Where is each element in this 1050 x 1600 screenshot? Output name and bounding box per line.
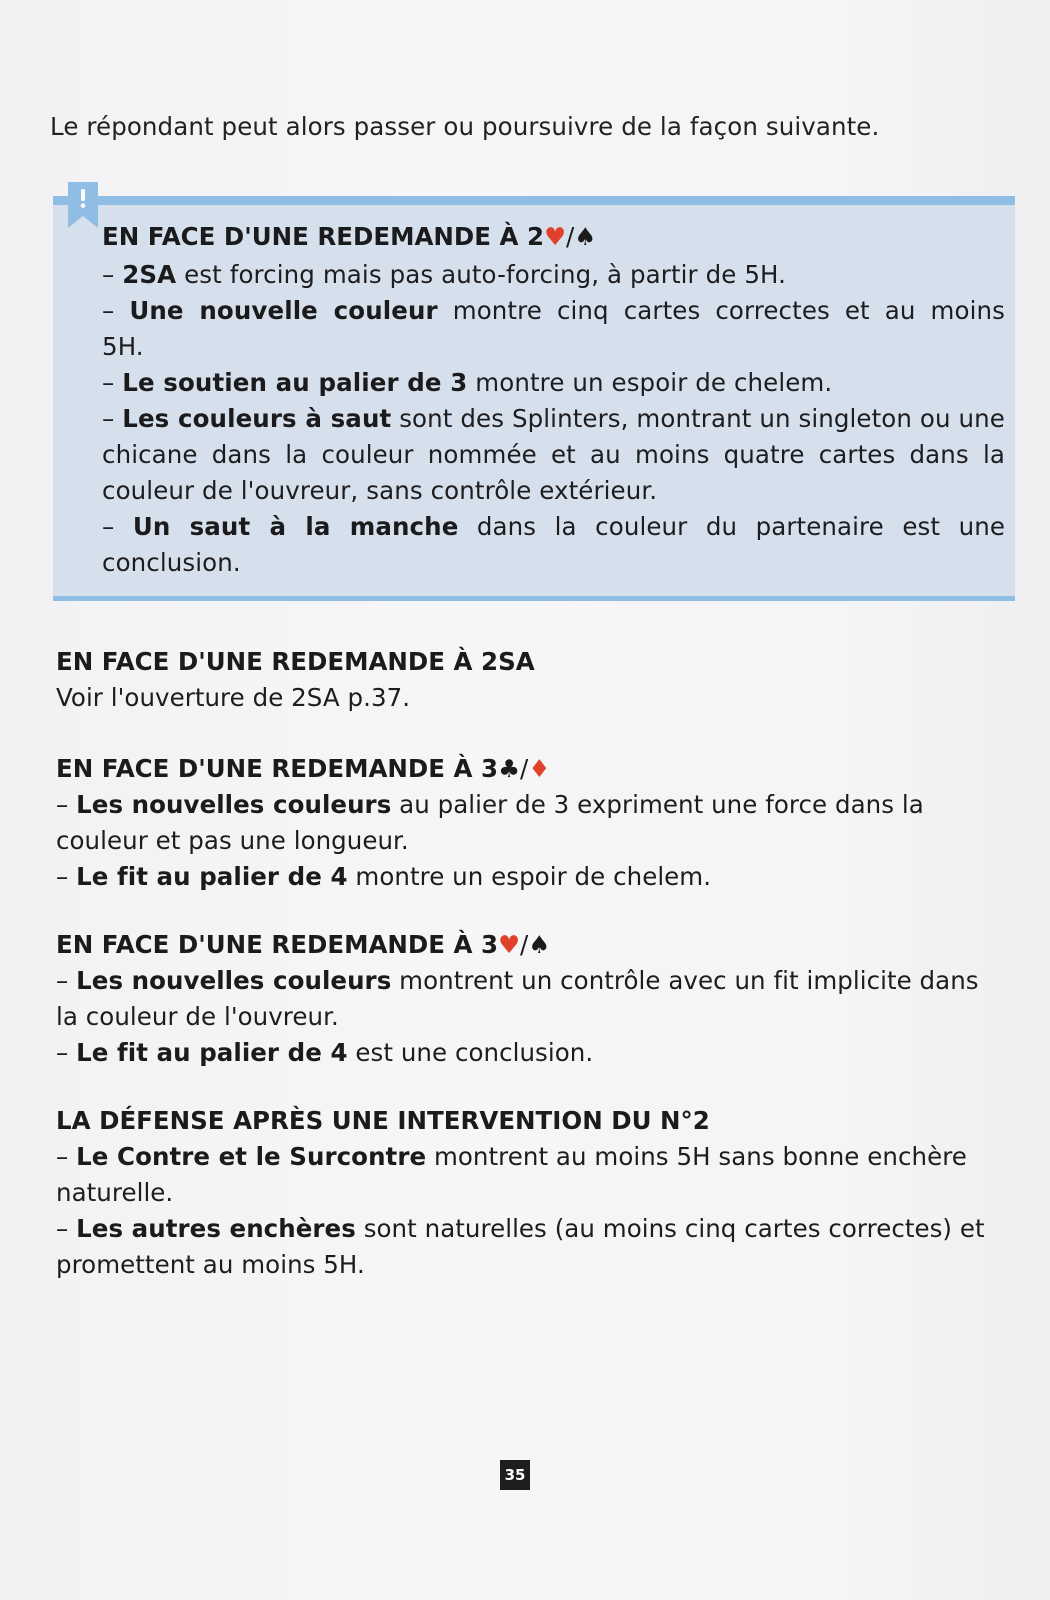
dash: – [102, 512, 133, 541]
dash: – [56, 1214, 77, 1243]
suit-separator: / [566, 222, 575, 251]
section-title-text: EN FACE D'UNE REDEMANDE À 3 [56, 754, 499, 783]
section-item-text: montrent un contrôle avec un fit implicite dans la couleur de l'ouvreur. [56, 966, 979, 1031]
section-title [56, 750, 1004, 787]
suit-separator: / [520, 930, 529, 959]
section-item-text: au palier de 3 expriment une force dans la couleur et pas une longueur. [56, 790, 924, 855]
section-redemande-3-major [56, 926, 1004, 1071]
dash: – [56, 1038, 77, 1067]
callout-item-text: sont des Splinters, montrant un singleton ou une chicane dans la couleur nommée et au moins quatre cartes dans la couleur de l'ouvreur, sans contrôle extérieur. [102, 404, 1005, 505]
dash: – [102, 368, 123, 397]
callout-item-text: montre un espoir de chelem. [467, 368, 833, 397]
heart-suit-icon: ♥ [498, 930, 521, 959]
heart-suit-icon: ♥ [544, 222, 567, 251]
callout-title [102, 218, 1005, 255]
section-item-bold: Les autres enchères [76, 1214, 356, 1243]
section-redemande-2sa [56, 643, 1004, 716]
dash: – [56, 966, 77, 995]
section-item-bold: Les nouvelles couleurs [76, 966, 392, 995]
callout-item [102, 257, 1005, 293]
spade-suit-icon: ♠ [528, 930, 551, 959]
section-item [56, 963, 1004, 1035]
section-item-bold: Le Contre et le Surcontre [76, 1142, 427, 1171]
callout-body [102, 218, 1005, 581]
section-title [56, 926, 1004, 963]
dash: – [56, 1142, 77, 1171]
section-item-text: sont naturelles (au moins cinq cartes correctes) et promettent au moins 5H. [56, 1214, 985, 1279]
callout-item-text: montre cinq cartes correctes et au moins 5H. [102, 296, 1005, 361]
section-item-bold: Le fit au palier de 4 [76, 1038, 348, 1067]
section-item-bold: Le fit au palier de 4 [76, 862, 348, 891]
section-item [56, 1211, 1004, 1283]
dash: – [102, 296, 130, 325]
spade-suit-icon: ♠ [574, 222, 597, 251]
callout-item-text: est forcing mais pas auto-forcing, à partir de 5H. [176, 260, 786, 289]
section-item [56, 1035, 1004, 1071]
bookmark-exclamation-icon [68, 182, 98, 228]
callout-item-bold: Un saut à la manche [132, 512, 459, 541]
diamond-suit-icon: ♦ [528, 754, 551, 783]
section-title-text: EN FACE D'UNE REDEMANDE À 3 [56, 930, 499, 959]
section-title: LA DÉFENSE APRÈS UNE INTERVENTION DU N°2 [56, 1106, 710, 1135]
section-defense-intervention [56, 1102, 1004, 1283]
dash: – [56, 862, 77, 891]
section-text: Voir l'ouverture de 2SA p.37. [56, 683, 411, 712]
callout-item-text: dans la couleur du partenaire est une conclusion. [102, 512, 1006, 577]
callout-list [102, 257, 1005, 581]
section-item-text: est une conclusion. [347, 1038, 594, 1067]
callout-item [102, 509, 1005, 581]
callout-item [102, 293, 1005, 365]
section-item-text: montre un espoir de chelem. [347, 862, 712, 891]
callout-item [102, 401, 1005, 509]
callout-item-bold: 2SA [122, 260, 177, 289]
section-item [56, 787, 1004, 859]
callout-bottom-rule [53, 596, 1015, 601]
dash: – [102, 404, 123, 433]
section-redemande-3-minor [56, 750, 1004, 895]
callout-item [102, 365, 1005, 401]
suit-separator: / [520, 754, 529, 783]
callout-title-text: EN FACE D'UNE REDEMANDE À 2 [102, 222, 545, 251]
section-item-bold: Les nouvelles couleurs [76, 790, 392, 819]
callout-top-rule [53, 196, 1015, 205]
callout-item-bold: Une nouvelle couleur [129, 296, 438, 325]
callout-item-bold: Le soutien au palier de 3 [122, 368, 468, 397]
dash: – [56, 790, 77, 819]
page-number: 35 [500, 1460, 530, 1490]
section-item [56, 1139, 1004, 1211]
intro-text: Le répondant peut alors passer ou poursuivre de la façon suivante. [50, 112, 880, 141]
section-item-text: montrent au moins 5H sans bonne enchère naturelle. [56, 1142, 967, 1207]
section-item [56, 859, 1004, 895]
callout-item-bold: Les couleurs à saut [122, 404, 392, 433]
dash: – [102, 260, 123, 289]
club-suit-icon: ♣ [498, 754, 521, 783]
section-title: EN FACE D'UNE REDEMANDE À 2SA [56, 647, 535, 676]
